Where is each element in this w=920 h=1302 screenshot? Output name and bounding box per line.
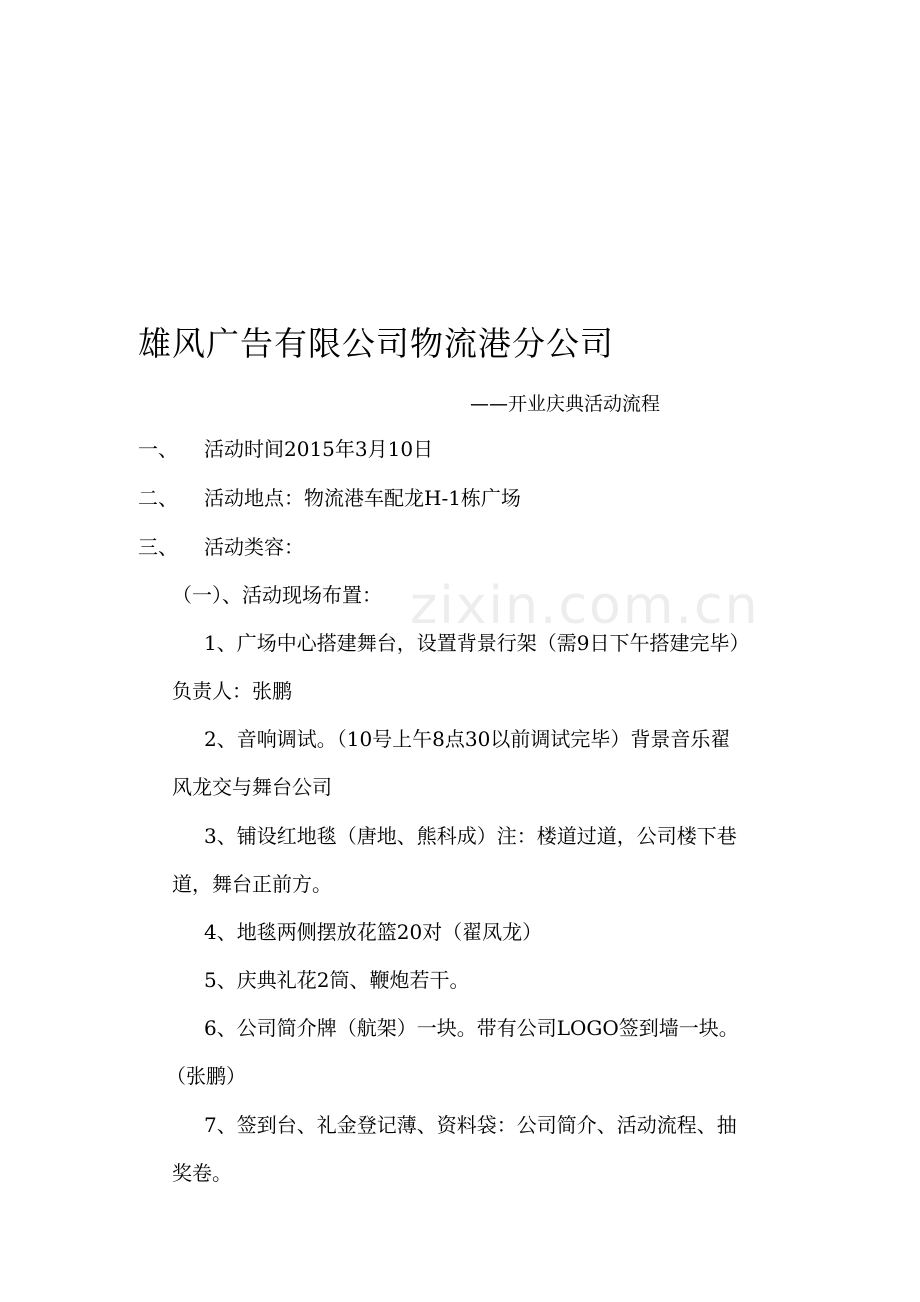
document-title: 雄风广告有限公司物流港分公司 [138,324,614,363]
list-item-line: 7、签到台、礼金登记薄、资料袋：公司简介、活动流程、抽 [204,1113,737,1137]
list-item-line: 道，舞台正前方。 [172,872,332,896]
list-item-line: 负责人：张鹏 [172,679,292,703]
list-item-line: 奖卷。 [172,1161,232,1185]
section-1 [138,434,433,464]
list-item-line: 风龙交与舞台公司 [172,775,332,799]
section-2 [138,483,521,513]
list-item-line: （张鹏） [166,1064,246,1088]
section-number: 二、 [138,486,178,510]
section-text: 活动时间2015年3月10日 [204,437,434,461]
list-item-line: 3、铺设红地毯（唐地、熊科成）注：楼道过道，公司楼下巷 [204,824,737,848]
list-item-line: 5、庆典礼花2筒、鞭炮若干。 [204,968,470,992]
list-item-line: 1、广场中心搭建舞台，设置背景行架（需9日下午搭建完毕） [204,631,750,655]
section-number: 一、 [138,437,178,461]
watermark: zixin.com.cn [410,576,760,636]
list-item-line: 6、公司简介牌（航架）一块。带有公司LOGO签到墙一块。 [204,1016,739,1040]
section-text: 活动类容： [204,535,304,559]
subsection-heading: （一）、活动现场布置： [172,583,382,607]
list-item-line: 2、音响调试。（10号上午8点30以前调试完毕）背景音乐翟 [204,727,731,751]
section-text: 活动地点：物流港车配龙H-1栋广场 [204,486,521,510]
section-3 [138,532,304,562]
list-item-line: 4、地毯两侧摆放花篮20对（翟凤龙） [204,920,543,944]
section-number: 三、 [138,535,178,559]
document-subtitle: ——开业庆典活动流程 [470,393,661,415]
